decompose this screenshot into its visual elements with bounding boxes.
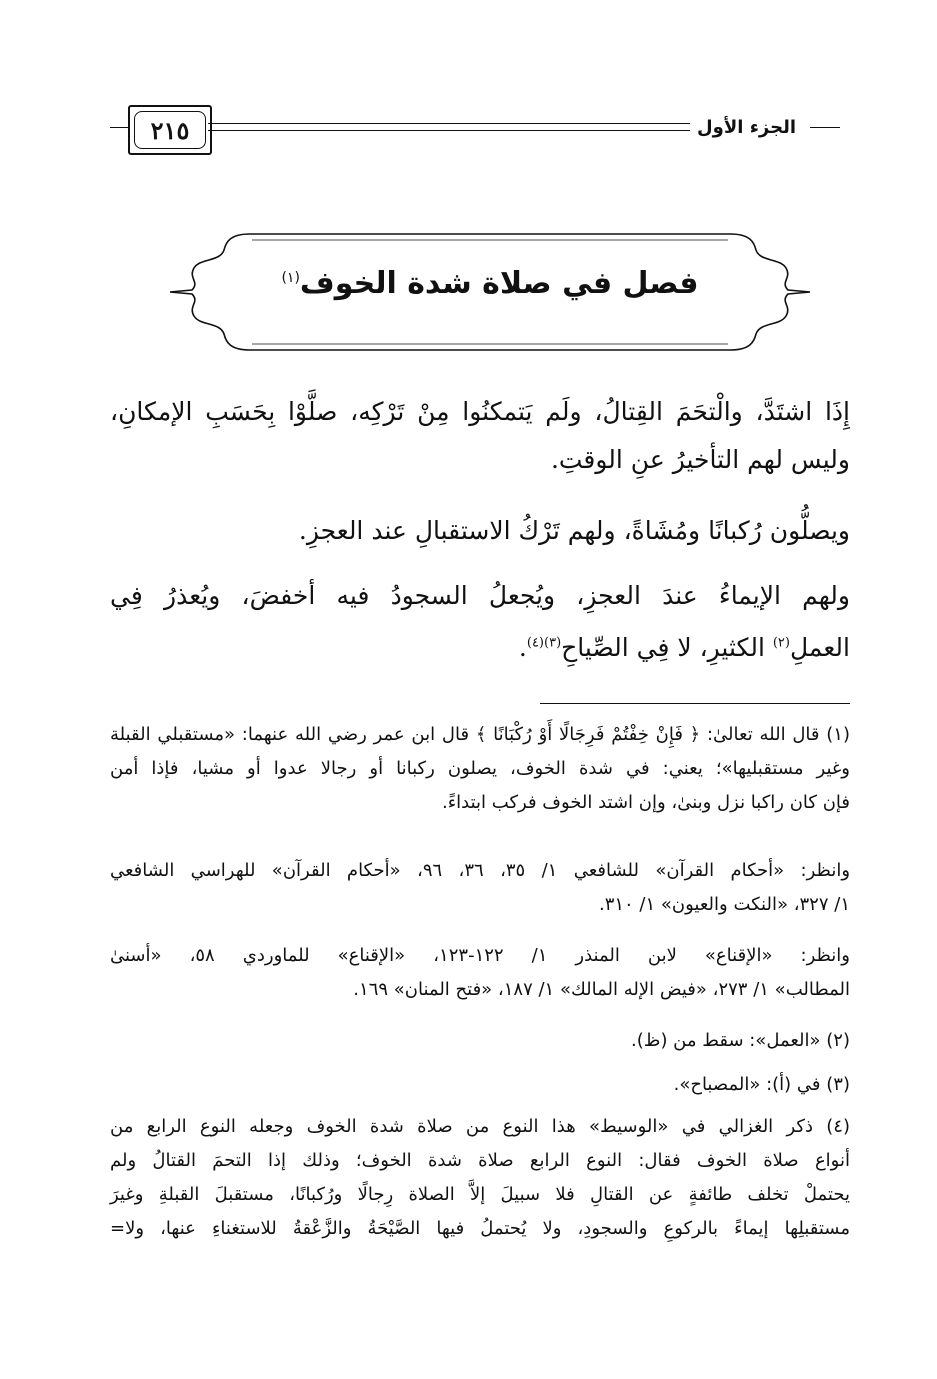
footnote-1-refs-b [110, 939, 850, 1007]
footnote-4-line-1: (٤) ذكر الغزالي في «الوسيط» هذا النوع من صلاة شدة الخوف وجعله النوع الرابع من [110, 1116, 850, 1137]
paragraph-1-line-2: وليس لهم التأخيرُ عنِ الوقتِ. [550, 445, 850, 474]
footnote-4-line-2: أنواع صلاة الخوف فقال: النوع الرابع صلاة شدة الخوف؛ وذلك إذا التحمَ القتالُ ولم [110, 1150, 850, 1171]
footnote-1 [110, 718, 850, 820]
footnote-1-line-1: (١) قال الله تعالىٰ: ﴿ فَإِنْ خِفْتُمْ فَرِجَالًا أَوْ رُكْبَانًا ﴾ قال ابن عمر رضي الله عنهما: «مستقبلي القبلة [110, 724, 850, 745]
paragraph-3-end: . [518, 633, 527, 663]
footnote-3 [110, 1068, 850, 1102]
footnote-4-line-3: يحتملْ تخلف طائفةٍ عن القتالِ فلا سبيلَ إلاَّ الصلاة رِجالًا ورُكبانًا، مستقبلَ القبلةِ وغيرَ [110, 1184, 850, 1205]
paragraph-3 [110, 572, 850, 672]
footnote-1-line-3: فإن كان راكبا نزل وبنىٰ، وإن اشتد الخوف فركب ابتداءً. [441, 792, 850, 813]
footnote-1-line-7: المطالب» ١/ ٢٧٣، «فيض الإله المالك» ١/ ١٨٧، «فتح المنان» ١٦٩. [353, 979, 850, 1000]
footnote-ref-2: (٢) [772, 636, 790, 651]
chapter-title-frame [160, 228, 820, 356]
header-rule-left [110, 127, 128, 128]
paragraph-1-line-1: إِذَا اشتَدَّ، والْتحَمَ القِتالُ، ولَم يَتمكنُوا مِنْ تَرْكِه، صلَّوْا بِحَسَبِ الإمكانِ، [110, 397, 850, 426]
footnote-2 [110, 1024, 850, 1058]
paragraph-1 [110, 388, 850, 484]
chapter-title-text: فصل في صلاة شدة الخوف [299, 266, 699, 301]
running-title: الجزء الأول [697, 117, 796, 138]
chapter-footnote-ref: (١) [281, 270, 300, 286]
paragraph-2-text: ويصلُّون رُكبانًا ومُشَاةً، ولهم تَرْكُ الاستقبالِ عند العجزِ. [298, 516, 850, 545]
footnote-4-line-4: مستقبلِها إيماءً بالركوعِ والسجودِ، ولا يُحتملُ فيها الصَّيْحَةُ والزَّعْقةُ للاستغناءِ عنها، ولا= [110, 1218, 850, 1239]
footnote-4 [110, 1110, 850, 1246]
footnote-1-refs-a [110, 854, 850, 922]
paragraph-3-text-b: الكثيرِ، لا فِي الصِّياحِ [561, 633, 773, 663]
header-rule-right [810, 127, 840, 128]
page-number: ٢١٥ [134, 111, 206, 149]
running-header [110, 105, 840, 161]
footnote-2-text: (٢) «العمل»: سقط من (ظ). [631, 1030, 850, 1051]
paragraph-3-line-1: ولهم الإيماءُ عندَ العجزِ، ويُجعلُ السجودُ فيه أخفضَ، ويُعذرُ فِي [110, 581, 850, 610]
footnote-ref-3-4: (٣)(٤) [526, 636, 562, 651]
header-rule-top [208, 123, 690, 124]
footnote-1-line-2: وغير مستقبليها»؛ يعني: في شدة الخوف، يصلون ركبانا أو رجالا عدوا أو مشيا، فإذا أمن [110, 758, 850, 779]
footnote-1-line-5: ١/ ٣٢٧، «النكت والعيون» ١/ ٣١٠. [598, 894, 850, 915]
chapter-title [160, 266, 820, 301]
footnote-1-line-4: وانظر: «أحكام القرآن» للشافعي ١/ ٣٥، ٣٦، ٩٦، «أحكام القرآن» للهراسي الشافعي [110, 860, 851, 881]
header-rule-bottom [208, 130, 690, 131]
paragraph-3-line-2 [519, 633, 850, 662]
paragraph-3-text-a: العملِ [789, 633, 850, 663]
footnote-3-text: (٣) في (أ): «المصباح». [673, 1074, 850, 1095]
page-number-box [128, 105, 212, 155]
footnote-separator [540, 703, 850, 704]
footnote-1-line-6: وانظر: «الإقناع» لابن المنذر ١/ ١٢٢-١٢٣، «الإقناع» للماوردي ٥٨، «أسنىٰ [110, 945, 850, 966]
paragraph-2 [110, 507, 850, 555]
